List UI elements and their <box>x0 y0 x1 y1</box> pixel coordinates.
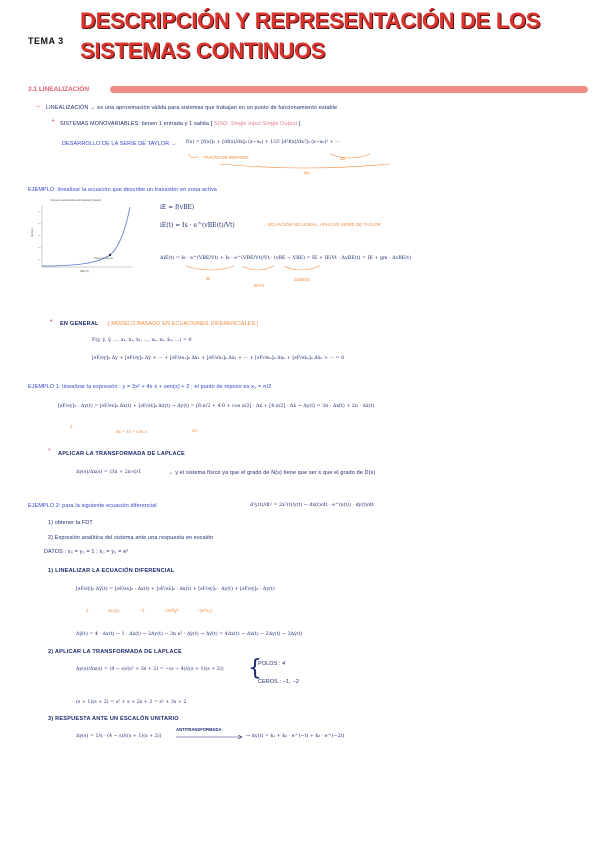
taylor-underline-braces <box>180 150 440 174</box>
page-title-line-2: SISTEMAS CONTINUOS <box>80 38 326 63</box>
example-2-heading: EJEMPLO 2: para la siguiente ecuación diferencial <box>28 503 157 509</box>
antitransformada-label: ANTITRANSFORMADA <box>176 727 222 732</box>
example-2-step-1-result: Δÿ(t) = 4 · Δx(t) − 1 · Δẋ(t) − 2Δy(t) − 3n e² · Δẏ(t) → Δÿ(t) = 4Δx(t) − Δẋ(t) − 2Δy(t) − 3Δẏ(t) <box>76 632 303 637</box>
bullet-dot-icon: • <box>52 118 55 125</box>
example-2-step-3: 3) RESPUESTA ANTE UN ESCALÓN UNITARIO <box>48 716 179 722</box>
example-1-equation: [∂F/∂y]₀ · Δy(t) = [∂F/∂x]₀ Δx(t) + [∂F/∂ẋ]₀ Δẋ(t) → Δy(t) = [6·π/2 + 4·0 + cos π/2] · Δx + [4·π/2] · Δẋ → Δy(t) = 3π · Δx(t) + 2π · Δẋ(t) <box>58 404 375 409</box>
general-label: EN GENERAL <box>60 321 99 327</box>
example-2-item-1: 1) obtener la FDT <box>48 520 93 526</box>
general-eq-1: F(y, ẏ, ÿ, ..., x₁, ẋ₁, ẍ₁, ..., xₙ, ẋₙ, ẍₙ, ...) = 0 <box>92 338 192 343</box>
plot-xlabel: vBE (V) <box>80 270 89 273</box>
general-eq-2: [∂F/∂y]₀ Δy + [∂F/∂ẏ]₀ Δẏ + ··· + [∂F/∂x₁]₀ Δx₁ + [∂F/∂ẋ₁]₀ Δẋ₁ + ··· + [∂F/∂xₙ]₀ Δxₙ + [∂F/∂ẋₙ]₀ Δẋₙ + ··· = 0 <box>92 356 345 361</box>
example-2-datos: DATOS : x₀ = y₀ = 1 ; ẋ₀ = ẏ₀ = e² <box>44 549 129 555</box>
example-2-step-2-eq: Δy(s)/Δx(s) = (4 − s)/(s² + 3s + 2) = −(s − 4)/((s + 1)(s + 2)) <box>76 667 224 672</box>
delta-x-label: Δx <box>340 156 346 161</box>
example-2-polos: POLOS : 4 <box>258 661 286 667</box>
plot-title: Curva de característica del transistor bipolar <box>50 199 101 202</box>
transistor-eq-2: iE(t) = Is · e^(vBE(t)/Vt) <box>160 222 235 229</box>
example-2-step-1: 1) LINEALIZAR LA ECUACIÓN DIFERENCIAL <box>48 568 175 574</box>
general-bracket-note: [ MODELO BASADO EN ECUACIONES DIFERENCIALES ] <box>108 321 259 327</box>
example-2-step-2: 2) APLICAR LA TRANSFORMADA DE LAPLACE <box>48 649 182 655</box>
transistor-term-ie-vt: IE/Vt <box>254 283 264 288</box>
example-2-step-3-eq: Δy(s) = 1/s · (4 − s)/((s + 1)(s + 2)) <box>76 734 162 739</box>
siso-text-a: SISTEMAS MONOVARIABLES: tienen 1 entrada y 1 salida [ <box>60 121 213 127</box>
example-1-laplace-note: → y el sistema físico ya que el grado de N(s) tiene que ser ≤ que el grado de D(s) <box>168 470 376 476</box>
siso-text <box>60 121 301 127</box>
transistor-curve-svg <box>28 197 136 277</box>
example-2-diff-eq: d²y(t)/dt² = 2x²(t)/y(t) − dx(t)/dt · e^(x(t)) · dy(t)/dt <box>250 503 374 508</box>
transistor-eq-3: ΔiE(t) = Is · e^(VBE/Vt) + Is · e^(VBE/Vt)/Vt · (vBE − VBE) = IE + IE/Vt · ΔvBE(t) = IE + gm · ΔvBE(t) <box>160 256 411 261</box>
example-2-item-2: 2) Expresión analítica del sistema ante una respuesta en escalón <box>48 535 214 541</box>
transistor-braces <box>180 264 340 278</box>
taylor-equation: f(x) = [f(x)]₀ + [df(x)/dx]₀ (x−x₀) + 1/2! [d²f(x)/dx²]₀ (x−x₀)² + ··· <box>186 140 340 145</box>
example-1-heading: EJEMPLO 1: linealizar la expresión : y = 3x² + 4x·ẋ + sen(x) + 2 ; el punto de reposo es x₀ = π/2 <box>28 384 272 390</box>
section-divider-bar <box>110 86 588 93</box>
transistor-eq-1: iE = f(vBE) <box>160 204 195 211</box>
punto-reposo-note: PUNTO DE REPOSO <box>204 155 249 160</box>
example-transistor-heading: EJEMPLO: linealizar la ecuación que describe un transistor en zona activa <box>28 187 217 193</box>
example-1-laplace-heading: APLICAR LA TRANSFORMADA DE LAPLACE <box>58 451 185 457</box>
plot-annotation: Punto de reposo <box>94 257 114 260</box>
bullet-dot-icon: • <box>50 318 53 325</box>
transistor-nonlinear-note: → ECUACIÓN NO LINEAL, APLICAR SERIE DE TAYLOR <box>262 222 381 227</box>
example-1-laplace-eq: Δy(s)/Δx(s) = (3π + 2π·s)/1 <box>76 470 142 475</box>
transistor-term-ie: IE <box>206 276 211 281</box>
page-title-line-1: DESCRIPCIÓN Y REPRESENTACIÓN DE LOS <box>80 8 541 33</box>
topic-number: TEMA 3 <box>28 36 64 46</box>
plot-ylabel: iE (mA) <box>30 228 34 237</box>
bullet-star-icon: * <box>48 448 51 455</box>
linearization-definition: LINEALIZACIÓN → es una aproximación válida para sistemas que trabajan en un punto de funcionamiento estable <box>46 105 338 111</box>
example-1-sub-3: 4x <box>192 428 197 433</box>
delta-y-label: Δy <box>304 170 310 175</box>
transistor-term-dvbe: ΔvBE(t) <box>294 277 310 282</box>
taylor-label: DESARROLLO DE LA SERIE DE TAYLOR → <box>62 141 177 147</box>
example-2-step-2-expand: (s + 1)(s + 2) = s² + s + 2s + 2 = s² + 3s + 2 <box>76 700 187 705</box>
example-1-sub-2: 6x + 4ẋ + cos x <box>116 429 147 434</box>
section-heading: 3.1 LINEALIZACIÓN <box>28 86 90 93</box>
example-1-sub-1: 1 <box>70 424 73 429</box>
transistor-curve-plot <box>28 197 136 277</box>
example-2-step-1-sub: 1 4x₀/y₀ −1 −2x²/y² −(e^x₀) <box>86 608 212 613</box>
siso-acronym: SISO: Single Input Single Output <box>213 121 298 127</box>
antitransform-arrow-icon <box>176 734 246 740</box>
brace-icon: { <box>248 656 262 681</box>
example-2-step-1-eq: [∂F/∂ÿ]₀ Δÿ(t) = [∂F/∂x]₀ · Δx(t) + [∂F/∂ẋ]₀ · Δẋ(t) + [∂F/∂y]₀ · Δy(t) + [∂F/∂ẏ]₀ · Δẏ(t) <box>76 587 275 592</box>
siso-text-c: ] <box>298 121 301 127</box>
bullet-dash-icon: – <box>36 103 40 110</box>
example-2-ceros: CEROS : −1, −2 <box>258 679 300 685</box>
example-2-step-3-result: → Δy(t) = k₁ + k₂ · e^(−t) + k₃ · e^(−2t) <box>246 734 345 739</box>
